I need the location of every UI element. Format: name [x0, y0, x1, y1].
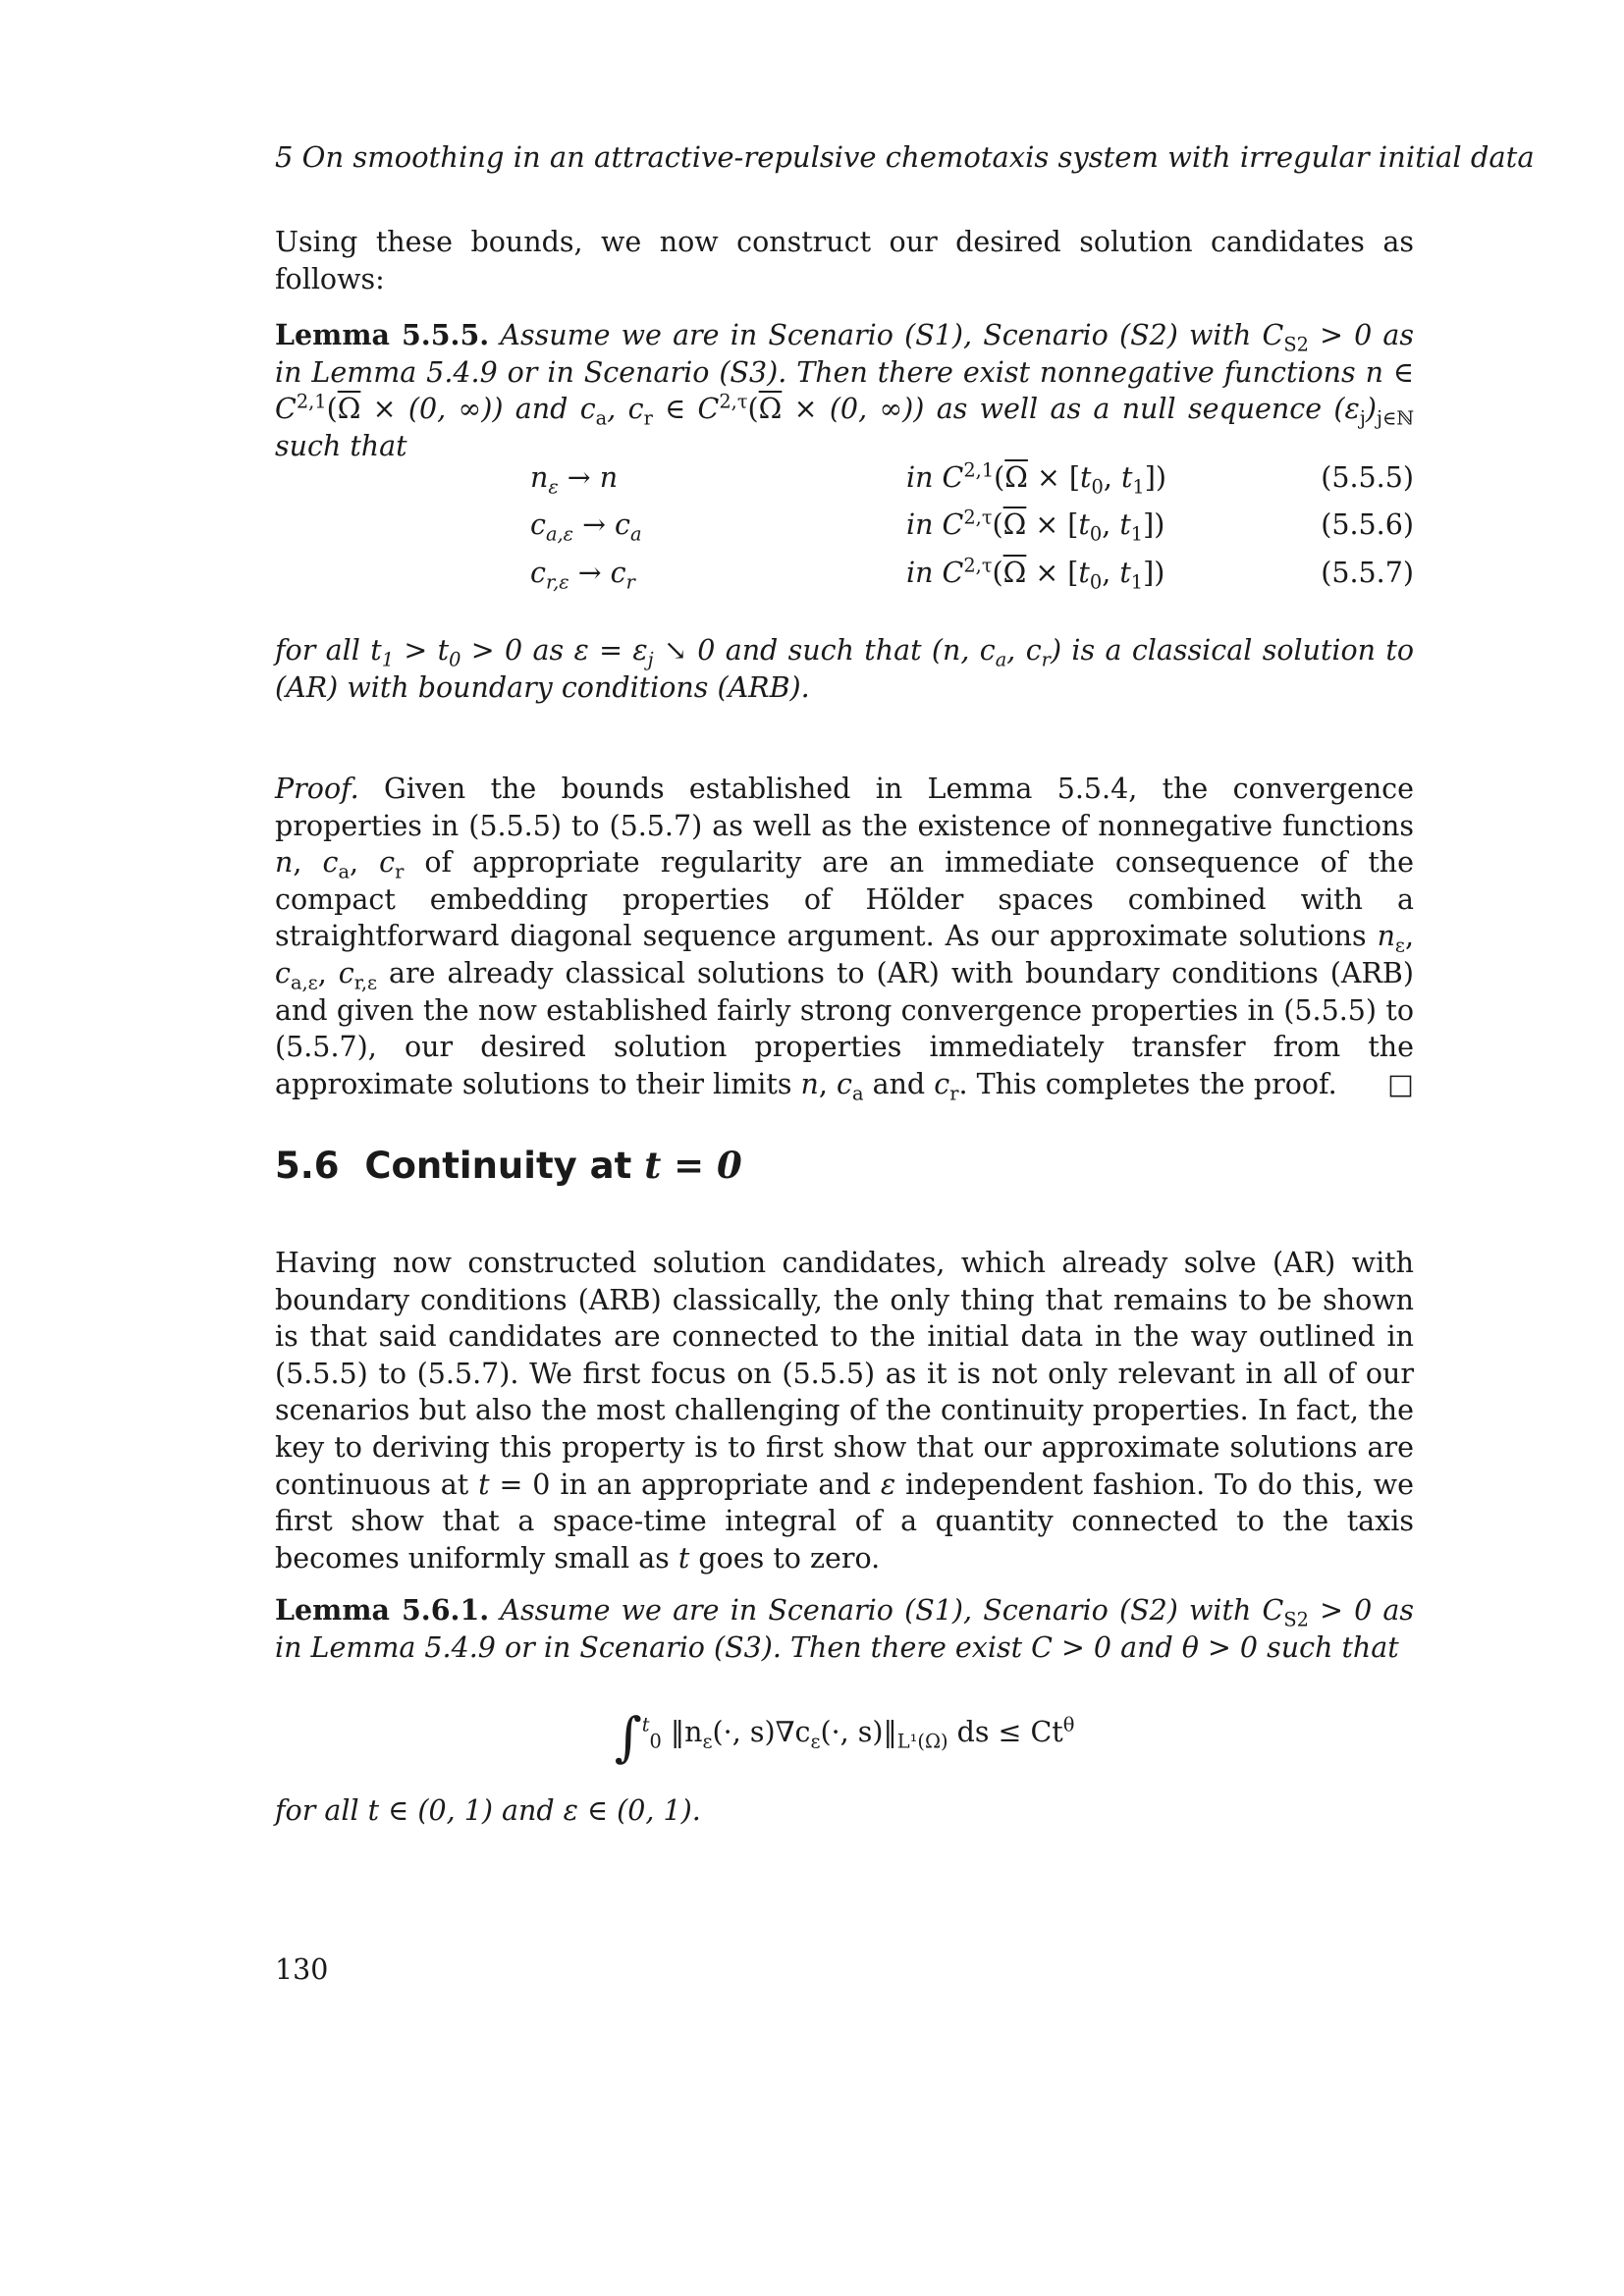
regularity-sup: 2,1 [296, 390, 327, 413]
sub-r: r [643, 406, 653, 430]
equation-lhs: $c_{r,\varepsilon} \to c_r$ [530, 557, 635, 594]
omega-closure: $\overline{\Omega}$ [337, 393, 361, 426]
section-heading [275, 1144, 742, 1187]
lemma-text: n ∈ C [275, 355, 1414, 426]
section-title: Continuity at [364, 1145, 632, 1187]
lemma-text: ) [1365, 393, 1377, 426]
proof-label: Proof. [275, 773, 359, 805]
sub-a: a [595, 406, 608, 430]
const-c: C [1262, 319, 1284, 351]
lemma-display-inequality: ∫$^t_0$ $‖n_\varepsilon(\cdot$, $s)\nabla c_\varepsilon(\cdot$, $s)‖_{L^1(\Omega)}$ ds ≤ $Ct^\theta$ [614, 1706, 1075, 1768]
equation-number: (5.5.6) [1321, 508, 1414, 541]
lemma-text: c [568, 393, 596, 426]
lemma-text: , c [607, 393, 644, 426]
lemma-text: Assume we are in Scenario (S1), Scenario (S2) with [500, 319, 1252, 351]
equation-rhs: in $C^{2,\tau}(\overline{\Omega} \times [t_0$, $t_1$]) [906, 506, 1165, 546]
equation-lhs: $n_\varepsilon \to n$ [530, 461, 619, 499]
section-number: 5.6 [275, 1145, 340, 1187]
sub-j: j [1359, 406, 1366, 430]
lemma-text: ∈ C [652, 393, 720, 426]
lemma-label: Lemma 5.6.1. [275, 1593, 490, 1627]
lemma-5-5-5-tail: for all $t_1 > t_0 > 0$ as $\varepsilon = \varepsilon_j$ ↘ 0 and such that (n, $c_a$, $c_r$) is a classical solution to (AR) with boundary conditions (ARB). [275, 634, 1414, 704]
lemma-5-6-1-tail: for all t ∈ (0, 1) and ε ∈ (0, 1). [275, 1794, 701, 1827]
proof-paragraph: Proof. Given the bounds established in Lemma 5.5.4, the convergence properties in (5.5.5) to (5.5.7) as well as the existence of nonnegative functions n, $c_a$, $c_r$ of appropriate regularity are an immediate consequence of the compact embedding properties of Hölder spaces combined with a straightforward diagonal sequence argument. As our approximate solutions $n_\varepsilon$, $c_{a,\varepsilon}$, $c_{r,\varepsilon}$ are already classical solutions to (AR) with boundary conditions (ARB) and given the now established fairly strong convergence properties in (5.5.5) to (5.5.7), our desired solution properties immediately transfer from the approximate solutions to their limits n, $c_a$ and $c_r$. This completes the proof. □ [275, 773, 1415, 1105]
equation-row [275, 458, 1414, 501]
page-number: 130 [275, 1953, 329, 1986]
running-header: 5 On smoothing in an attractive-repulsive chemotaxis system with irregular initial data [275, 140, 1535, 174]
equation-rhs: in $C^{2,\tau}(\overline{\Omega} \times [t_0$, $t_1$]) [906, 554, 1165, 594]
intro-sentence: Using these bounds, we now construct our desired solution candidates as follows: [275, 226, 1414, 295]
equation-lhs: $c_{a,\varepsilon} \to c_a$ [530, 508, 642, 546]
equation-rhs: in $C^{2,1}(\overline{\Omega} \times [t_0$, $t_1$]) [906, 458, 1166, 499]
section-math: t = 0 [644, 1144, 742, 1187]
omega-closure: $\overline{\Omega}$ [758, 393, 783, 426]
regularity-sup: 2,τ [719, 390, 748, 413]
equation-number: (5.5.5) [1321, 461, 1414, 494]
equation-row [275, 508, 1414, 548]
lemma-text: × (0, ∞)) as well as a null sequence (ε [782, 393, 1360, 426]
const-sub: S2 [1283, 333, 1309, 356]
lemma-text: > 0 as in Lemma 5.4.9 or in Scenario (S3). Then there exist nonnegative functions [275, 319, 1415, 389]
lemma-text: × (0, ∞)) and [360, 393, 568, 426]
lemma-label: Lemma 5.5.5. [275, 318, 490, 351]
lemma-text: such that [275, 429, 407, 462]
section-body-paragraph: Having now constructed solution candidates, which already solve (AR) with boundary conditions (ARB) classically, the only thing that remains to be shown is that said candidates are connected to the initial data in the way outlined in (5.5.5) to (5.5.7). We first focus on (5.5.5) as it is not only relevant in all of our scenarios but also the most challenging of the continuity properties. In fact, the key to deriving this property is to first show that our approximate solutions are continuous at t = 0 in an appropriate and ε independent fashion. To do this, we first show that a space-time integral of a quantity connected to the taxis becomes uniformly small as t goes to zero. [275, 1247, 1415, 1575]
lemma-5-5-5-statement: Lemma 5.5.5. Assume we are in Scenario (S1), Scenario (S2) with $C_{S2} > 0$ as in Lemma 5.4.9 or in Scenario (S3). Then there exist nonnegative functions n ∈ $C^{2,1}(\overline{\Omega} \times (0$, ∞)) and $c_a$, $c_r$ ∈ $C^{2,\tau}(\overline{\Omega} \times (0$, ∞)) as well as a null sequence $(\varepsilon_j)_{j\in ℕ}$ such that [275, 318, 1415, 462]
equation-number: (5.5.7) [1321, 557, 1414, 589]
sub-index: j∈ℕ [1376, 406, 1414, 430]
lemma-5-6-1-statement: Lemma 5.6.1. Assume we are in Scenario (S1), Scenario (S2) with $C_{S2} > 0$ as in Lemma 5.4.9 or in Scenario (S3). Then there exist C > 0 and θ > 0 such that [275, 1593, 1415, 1664]
equation-row [275, 554, 1414, 596]
qed-symbol: □ [1387, 1067, 1414, 1100]
integral-sign: ∫ [614, 1706, 642, 1768]
